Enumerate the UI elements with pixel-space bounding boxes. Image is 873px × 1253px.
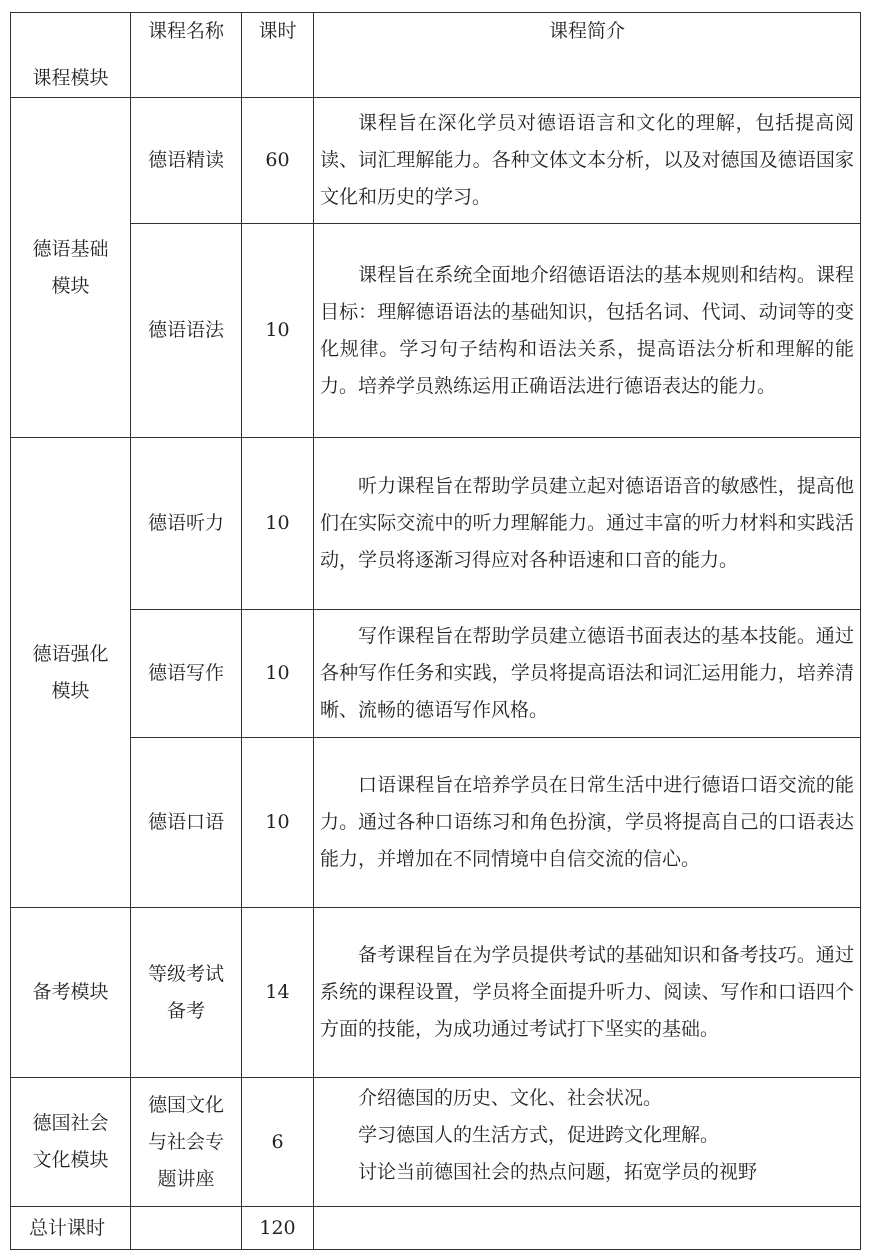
course-name-cell <box>131 1078 242 1207</box>
table-row <box>11 610 861 738</box>
course-description-cell <box>314 738 861 908</box>
course-table <box>10 12 861 1250</box>
course-name: 德国文化 <box>147 1093 224 1116</box>
course-description: 口语课程旨在培养学员在日常生活中进行德语口语交流的能力。通过各种口语练习和角色扮演，学员将提高自己的口语表达能力，并增加在不同情境中自信交流的信心。 <box>320 774 854 870</box>
course-name: 等级考试 <box>147 962 224 985</box>
module-cell <box>11 1078 131 1207</box>
module-label-line: 文化模块 <box>32 1149 109 1171</box>
table-row <box>11 224 861 438</box>
header-module: 课程模块 <box>11 13 131 98</box>
table-row <box>11 1078 861 1207</box>
course-description-item: 学习德国人的生活方式，促进跨文化理解。 <box>358 1124 720 1146</box>
module-cell <box>11 438 131 908</box>
course-name-cell <box>131 908 242 1078</box>
course-name: 德语听力 <box>147 512 224 534</box>
course-hours: 60 <box>242 98 314 224</box>
course-hours: 14 <box>242 908 314 1078</box>
total-label: 总计课时 <box>11 1207 131 1250</box>
course-hours: 10 <box>242 610 314 738</box>
module-label-line: 德语强化 <box>32 642 109 665</box>
course-description-cell <box>314 438 861 610</box>
table-row <box>11 738 861 908</box>
course-hours: 6 <box>242 1078 314 1207</box>
course-hours: 10 <box>242 738 314 908</box>
course-name: 题讲座 <box>157 1167 215 1190</box>
module-label-line: 德语基础 <box>32 237 109 260</box>
total-row <box>11 1207 861 1250</box>
module-cell <box>11 98 131 438</box>
course-name: 备考 <box>166 999 205 1022</box>
course-description-cell <box>314 224 861 438</box>
course-name: 德语精读 <box>147 149 224 171</box>
course-name: 与社会专 <box>147 1130 224 1153</box>
course-description-item: 介绍德国的历史、文化、社会状况。 <box>358 1087 663 1109</box>
header-course-name: 课程名称 <box>131 13 242 98</box>
course-name: 德语口语 <box>147 811 224 833</box>
course-description-cell <box>314 908 861 1078</box>
course-description-item: 讨论当前德国社会的热点问题，拓宽学员的视野 <box>358 1161 758 1183</box>
course-hours: 10 <box>242 438 314 610</box>
course-hours: 10 <box>242 224 314 438</box>
header-hours: 课时 <box>242 13 314 98</box>
course-description: 备考课程旨在为学员提供考试的基础知识和备考技巧。通过系统的课程设置，学员将全面提升听力、阅读、写作和口语四个方面的技能，为成功通过考试打下坚实的基础。 <box>320 944 854 1040</box>
course-description-cell <box>314 98 861 224</box>
table-row <box>11 98 861 224</box>
module-label-line: 德国社会 <box>32 1112 109 1134</box>
table-header-row <box>11 13 861 98</box>
module-cell <box>11 908 131 1078</box>
total-hours: 120 <box>242 1207 314 1250</box>
course-name-cell <box>131 610 242 738</box>
module-label-line: 模块 <box>51 274 90 297</box>
course-description: 听力课程旨在帮助学员建立起对德语语音的敏感性，提高他们在实际交流中的听力理解能力。通过丰富的听力材料和实践活动，学员将逐渐习得应对各种语速和口音的能力。 <box>320 475 854 571</box>
module-label-line: 备考模块 <box>32 981 109 1003</box>
table-row <box>11 438 861 610</box>
course-name: 德语语法 <box>147 319 224 341</box>
course-description: 课程旨在系统全面地介绍德语语法的基本规则和结构。课程目标：理解德语语法的基础知识，包括名词、代词、动词等的变化规律。学习句子结构和语法关系，提高语法分析和理解的能力。培养学员熟练运用正确语法进行德语表达的能力。 <box>320 263 854 397</box>
course-name-cell <box>131 738 242 908</box>
total-name <box>131 1207 242 1250</box>
course-description: 课程旨在深化学员对德语语言和文化的理解，包括提高阅读、词汇理解能力。各种文体文本分析，以及对德国及德语国家文化和历史的学习。 <box>320 112 854 208</box>
course-description: 写作课程旨在帮助学员建立德语书面表达的基本技能。通过各种写作任务和实践，学员将提高语法和词汇运用能力，培养清晰、流畅的德语写作风格。 <box>320 625 854 721</box>
module-label-line: 模块 <box>51 679 90 702</box>
course-description-cell <box>314 1078 861 1207</box>
table-row <box>11 908 861 1078</box>
header-intro: 课程简介 <box>314 13 861 98</box>
course-name-cell <box>131 438 242 610</box>
course-name: 德语写作 <box>147 662 224 684</box>
course-name-cell <box>131 224 242 438</box>
total-intro <box>314 1207 861 1250</box>
course-description-cell <box>314 610 861 738</box>
course-name-cell <box>131 98 242 224</box>
